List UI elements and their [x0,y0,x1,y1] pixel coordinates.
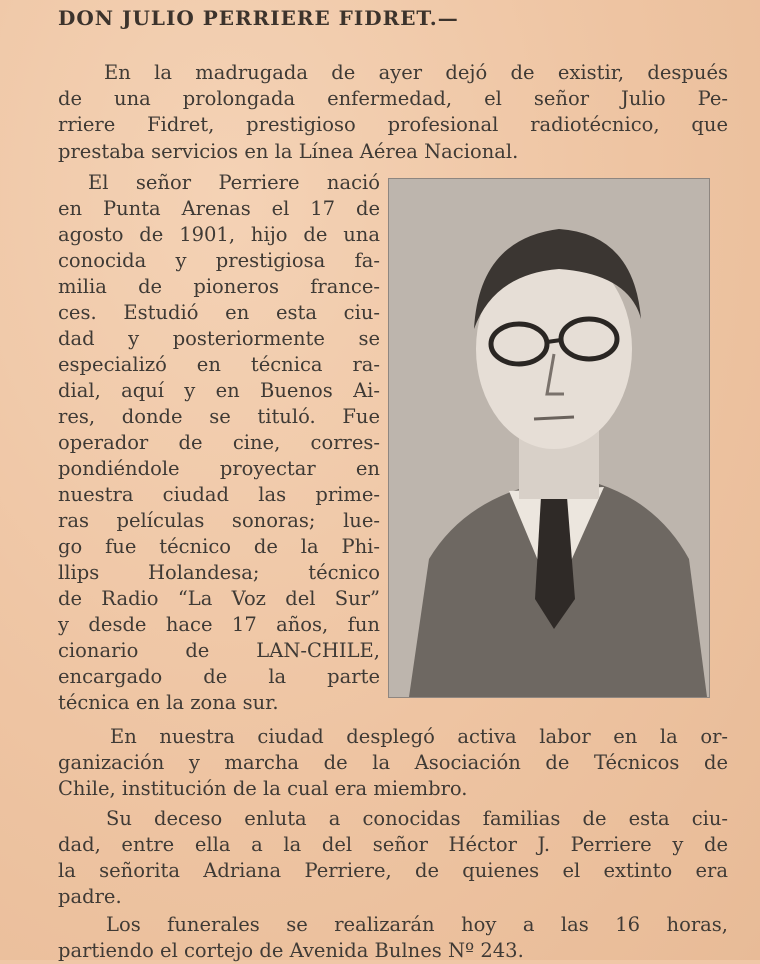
text-line: ces. Estudió en esta ciu- [58,301,380,324]
text-line: dad, entre ella a la del señor Héctor J. Perriere y de [58,833,728,856]
text-line: Chile, institución de la cual era miembro. [58,777,468,800]
text-line: ganización y marcha de la Asociación de Técnicos de [58,751,728,774]
text-line: padre. [58,885,122,908]
headline: DON JULIO PERRIERE FIDRET.— [58,6,459,30]
text-line: cionario de LAN-CHILE, [58,639,380,662]
text-line: operador de cine, corres- [58,431,380,454]
text-line: de Radio “La Voz del Sur” [58,587,380,610]
portrait-photo [388,178,710,698]
text-line: partiendo el cortejo de Avenida Bulnes Nº 243. [58,939,524,962]
text-line: la señorita Adriana Perriere, de quienes el extinto era [58,859,728,882]
text-line: milia de pioneros france- [58,275,380,298]
text-line: encargado de la parte [58,665,380,688]
text-line: dial, aquí y en Buenos Ai- [58,379,380,402]
text-line: Su deceso enluta a conocidas familias de esta ciu- [106,807,728,830]
text-line: rriere Fidret, prestigioso profesional radiotécnico, que [58,113,728,136]
text-line: pondiéndole proyectar en [58,457,380,480]
text-line: El señor Perriere nació [88,171,380,194]
text-line: go fue técnico de la Phi- [58,535,380,558]
text-line: y desde hace 17 años, fun [58,613,380,636]
text-line: de una prolongada enfermedad, el señor Julio Pe- [58,87,728,110]
text-line: técnica en la zona sur. [58,691,279,714]
text-line: Los funerales se realizarán hoy a las 16 horas, [106,913,728,936]
text-line: En la madrugada de ayer dejó de existir, después [104,61,728,84]
portrait-illustration [389,179,709,697]
text-line: ras películas sonoras; lue- [58,509,380,532]
text-line: especializó en técnica ra- [58,353,380,376]
text-line: en Punta Arenas el 17 de [58,197,380,220]
text-line: llips Holandesa; técnico [58,561,380,584]
text-line: En nuestra ciudad desplegó activa labor en la or- [110,725,728,748]
text-line: conocida y prestigiosa fa- [58,249,380,272]
text-line: prestaba servicios en la Línea Aérea Nacional. [58,140,519,163]
text-line: nuestra ciudad las prime- [58,483,380,506]
text-line: agosto de 1901, hijo de una [58,223,380,246]
text-line: res, donde se tituló. Fue [58,405,380,428]
text-line: dad y posteriormente se [58,327,380,350]
